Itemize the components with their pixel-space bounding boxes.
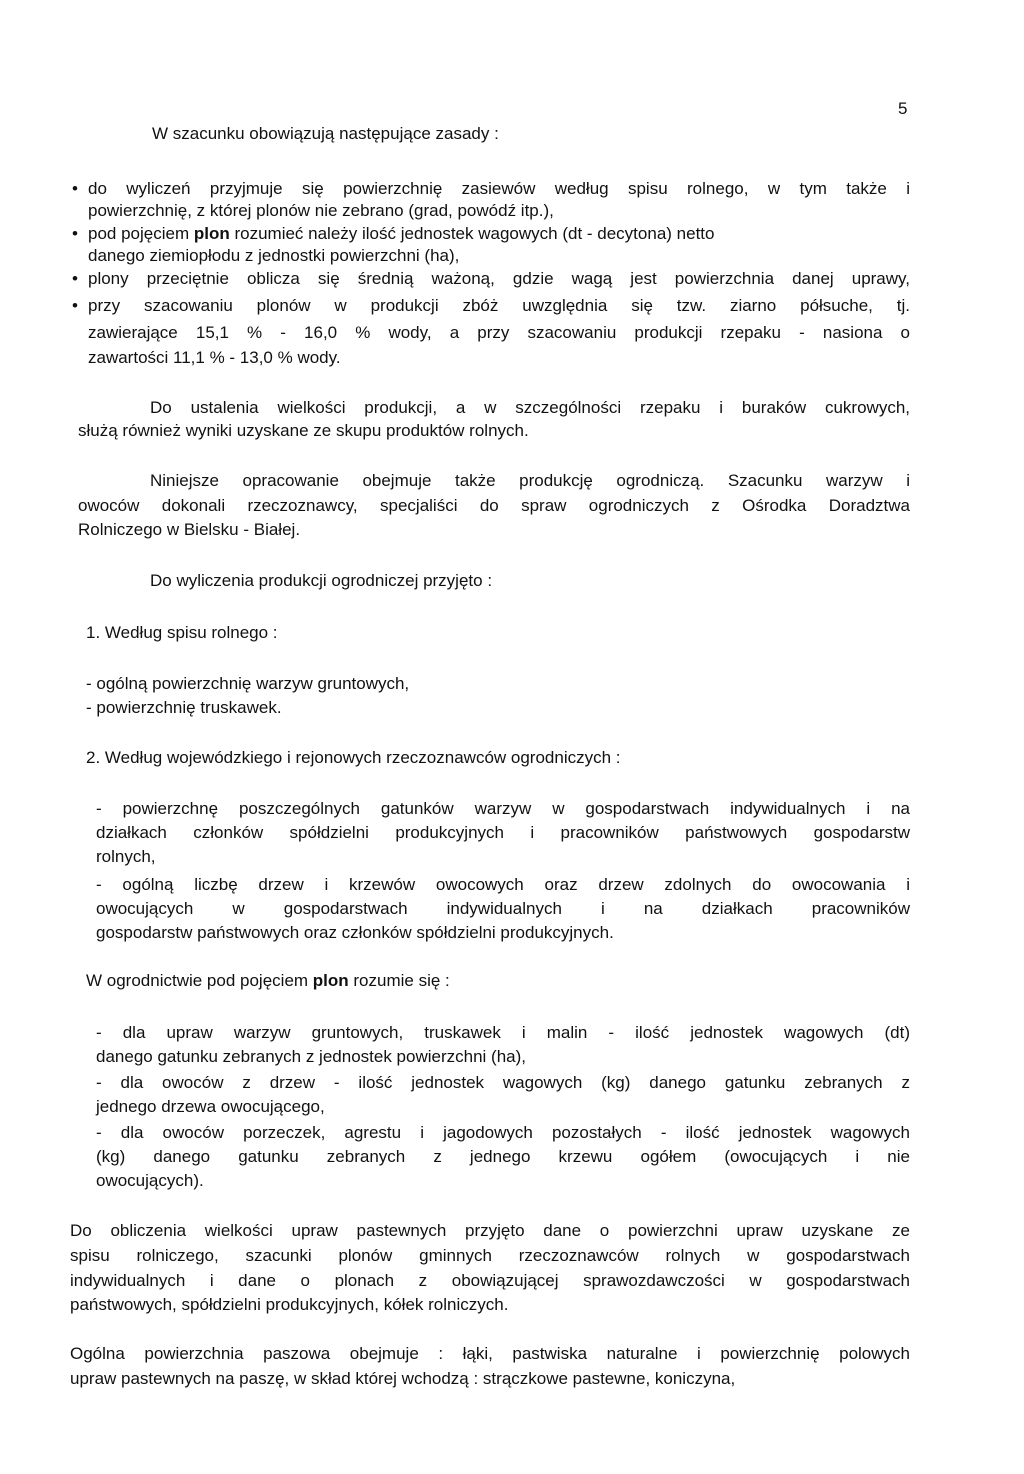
paragraph-line: państwowych, spółdzielni produkcyjnych, kółek rolniczych. (70, 1295, 509, 1314)
plon-intro-pre: W ogrodnictwie pod pojęciem (86, 971, 313, 990)
plon-intro (86, 970, 450, 992)
bullet-text-cont: zawartości 11,1 % - 13,0 % wody. (88, 348, 341, 367)
list-item-cont: (kg) danego gatunku zebranych z jednego krzewu ogółem (owocujących i nie (96, 1147, 910, 1166)
list-item-cont: gospodarstw państwowych oraz członków spółdzielni produkcyjnych. (96, 923, 614, 942)
paragraph-line: Ogólna powierzchnia paszowa obejmuje : łąki, pastwiska naturalne i powierzchnię polowych (70, 1344, 910, 1363)
paragraph-line: służą również wyniki uzyskane ze skupu produktów rolnych. (78, 421, 529, 440)
paragraph-line: Do wyliczenia produkcji ogrodniczej przyjęto : (150, 571, 493, 590)
bullet-text-pre: pod pojęciem (88, 224, 194, 243)
paragraph-line: spisu rolniczego, szacunki plonów gminnych rzeczoznawców rolnych w gospodarstwach (70, 1246, 910, 1265)
list-item-cont: owocujących w gospodarstwach indywidualnych i na działkach pracowników (96, 899, 910, 918)
bullet-text-post: rozumieć należy ilość jednostek wagowych (dt - decytona) netto (229, 224, 715, 243)
bullet-text-cont: powierzchnię, z której plonów nie zebrano (grad, powódź itp.), (88, 201, 554, 220)
paragraph-line: indywidualnych i dane o plonach z obowiązującej sprawozdawczości w gospodarstwach (70, 1271, 910, 1290)
list-item: - ogólną liczbę drzew i krzewów owocowych oraz drzew zdolnych do owocowania i (96, 875, 910, 894)
bullet-text: do wyliczeń przyjmuje się powierzchnię zasiewów według spisu rolnego, w tym także i (88, 179, 910, 198)
paragraph-line: Do obliczenia wielkości upraw pastewnych przyjęto dane o powierzchni upraw uzyskane ze (70, 1221, 910, 1240)
bullet-text-cont: danego ziemiopłodu z jednostki powierzchni (ha), (88, 246, 460, 265)
bullet-text: przy szacowaniu plonów w produkcji zbóż uwzględnia się tzw. ziarno półsuche, tj. (88, 296, 910, 315)
list-item: - dla owoców z drzew - ilość jednostek wagowych (kg) danego gatunku zebranych z (96, 1073, 910, 1092)
bullet-text-cont: zawierające 15,1 % - 16,0 % wody, a przy szacowaniu produkcji rzepaku - nasiona o (88, 323, 910, 342)
bullet-text: plony przeciętnie oblicza się średnią ważoną, gdzie wagą jest powierzchnia danej uprawy, (88, 269, 910, 288)
list-heading: 1. Według spisu rolnego : (86, 623, 278, 642)
list-heading: 2. Według wojewódzkiego i rejonowych rzeczoznawców ogrodniczych : (86, 748, 621, 767)
bullet-icon: • (72, 269, 78, 288)
list-item: - dla upraw warzyw gruntowych, truskawek i malin - ilość jednostek wagowych (dt) (96, 1023, 910, 1042)
section-header: W szacunku obowiązują następujące zasady : (152, 124, 499, 143)
paragraph-line: owoców dokonali rzeczoznawcy, specjaliści do spraw ogrodniczych z Ośrodka Doradztwa (78, 496, 910, 515)
paragraph-line: Do ustalenia wielkości produkcji, a w szczególności rzepaku i buraków cukrowych, (150, 398, 910, 417)
list-item: - powierzchnię truskawek. (86, 698, 282, 717)
list-item-cont: jednego drzewa owocującego, (96, 1097, 325, 1116)
paragraph-line: Rolniczego w Bielsku - Białej. (78, 520, 301, 539)
list-item: - ogólną powierzchnię warzyw gruntowych, (86, 674, 410, 693)
bullet-icon: • (72, 224, 78, 243)
list-item: - powierzchnę poszczególnych gatunków warzyw w gospodarstwach indywidualnych i na (96, 799, 910, 818)
paragraph-line: upraw pastewnych na paszę, w skład której wchodzą : strączkowe pastewne, koniczyna, (70, 1369, 736, 1388)
paragraph-line: Niniejsze opracowanie obejmuje także produkcję ogrodniczą. Szacunku warzyw i (150, 471, 910, 490)
bullet-icon: • (72, 296, 78, 315)
list-item: - dla owoców porzeczek, agrestu i jagodowych pozostałych - ilość jednostek wagowych (96, 1123, 910, 1142)
page-number: 5 (898, 99, 908, 118)
list-item-cont: rolnych, (96, 847, 156, 866)
plon-intro-post: rozumie się : (348, 971, 450, 990)
bullet-text (88, 223, 910, 245)
list-item-cont: działkach członków spółdzielni produkcyjnych i pracowników państwowych gospodarstw (96, 823, 910, 842)
term-plon: plon (193, 224, 230, 243)
bullet-icon: • (72, 179, 78, 198)
list-item-cont: owocujących). (96, 1171, 204, 1190)
list-item-cont: danego gatunku zebranych z jednostek powierzchni (ha), (96, 1047, 526, 1066)
term-plon: plon (312, 971, 349, 990)
